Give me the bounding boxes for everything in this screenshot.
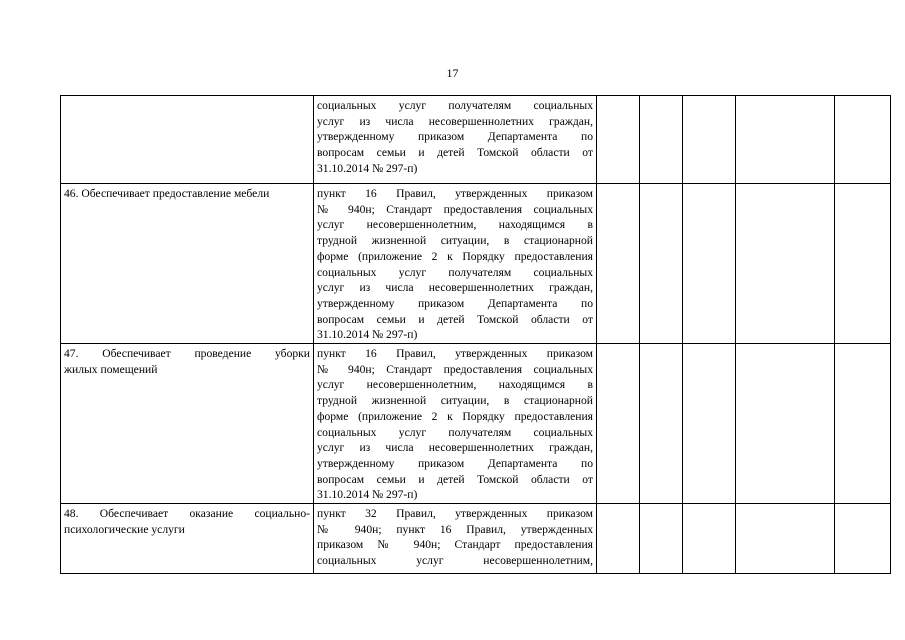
criterion-text-line: психологические услуги <box>64 522 185 536</box>
legal-basis-cell <box>314 96 597 184</box>
empty-cell <box>835 504 891 574</box>
empty-cell <box>683 504 736 574</box>
legal-basis-line: пункт 32 Правил, утвержденных приказом <box>317 507 593 521</box>
legal-basis-line: приказом № 940н; Стандарт предоставления <box>317 538 593 552</box>
empty-cell <box>683 96 736 184</box>
legal-basis-line: пункт 16 Правил, утвержденных приказом <box>317 187 593 200</box>
legal-basis-line: 31.10.2014 № 297-п) <box>317 488 418 502</box>
empty-cell <box>835 96 891 184</box>
criterion-text-line: 46. Обеспечивает предоставление мебели <box>64 187 270 200</box>
legal-basis-line: социальных услуг несовершеннолетним, <box>317 554 593 568</box>
legal-basis-line: утвержденному приказом Департамента по <box>317 296 593 310</box>
empty-cell <box>597 96 640 184</box>
table-row <box>61 96 891 184</box>
legal-basis-line: услуг несовершеннолетним, находящимся в <box>317 218 593 232</box>
empty-cell <box>736 344 835 504</box>
legal-basis-cell <box>314 184 597 344</box>
table-row <box>61 504 891 574</box>
legal-basis-line: 31.10.2014 № 297-п) <box>317 328 418 342</box>
legal-basis-line: услуг из числа несовершеннолетних граждан, <box>317 441 593 455</box>
legal-basis-line: № 940н; пункт 16 Правил, утвержденных <box>317 522 593 536</box>
empty-cell <box>597 504 640 574</box>
legal-basis-line: услуг из числа несовершеннолетних граждан, <box>317 114 593 128</box>
legal-basis-line: форме (приложение 2 к Порядку предоставления <box>317 249 593 263</box>
legal-basis-line: пункт 16 Правил, утвержденных приказом <box>317 347 593 361</box>
legal-basis-line: № 940н; Стандарт предоставления социальных <box>317 362 593 376</box>
legal-basis-line: социальных услуг получателям социальных <box>317 265 593 279</box>
empty-cell <box>736 504 835 574</box>
legal-basis-line: утвержденному приказом Департамента по <box>317 456 593 470</box>
legal-basis-line: социальных услуг получателям социальных <box>317 425 593 439</box>
requirements-table <box>60 95 891 574</box>
criterion-text-line: 47. Обеспечивает проведение уборки <box>64 347 310 361</box>
empty-cell <box>835 184 891 344</box>
criterion-cell <box>61 344 314 504</box>
legal-basis-cell <box>314 504 597 574</box>
empty-cell <box>835 344 891 504</box>
legal-basis-line: вопросам семьи и детей Томской области от <box>317 146 593 160</box>
legal-basis-line: утвержденному приказом Департамента по <box>317 130 593 144</box>
empty-cell <box>640 96 683 184</box>
table-row <box>61 184 891 344</box>
empty-cell <box>736 184 835 344</box>
legal-basis-line: № 940н; Стандарт предоставления социальных <box>317 202 593 216</box>
criterion-cell <box>61 184 314 344</box>
empty-cell <box>683 344 736 504</box>
empty-cell <box>597 344 640 504</box>
legal-basis-line: трудной жизненной ситуации, в стационарной <box>317 394 593 408</box>
legal-basis-line: форме (приложение 2 к Порядку предоставления <box>317 409 593 423</box>
empty-cell <box>640 504 683 574</box>
empty-cell <box>640 344 683 504</box>
empty-cell <box>683 184 736 344</box>
legal-basis-line: услуг несовершеннолетним, находящимся в <box>317 378 593 392</box>
legal-basis-cell <box>314 344 597 504</box>
empty-cell <box>597 184 640 344</box>
legal-basis-line: вопросам семьи и детей Томской области от <box>317 472 593 486</box>
page-number: 17 <box>446 66 459 80</box>
legal-basis-line: социальных услуг получателям социальных <box>317 99 593 112</box>
criterion-cell <box>61 96 314 184</box>
legal-basis-line: вопросам семьи и детей Томской области от <box>317 312 593 326</box>
empty-cell <box>736 96 835 184</box>
legal-basis-line: услуг из числа несовершеннолетних граждан, <box>317 281 593 295</box>
legal-basis-line: 31.10.2014 № 297-п) <box>317 161 418 175</box>
table-row <box>61 344 891 504</box>
criterion-text-line: жилых помещений <box>64 362 158 376</box>
criterion-cell <box>61 504 314 574</box>
empty-cell <box>640 184 683 344</box>
criterion-text-line: 48. Обеспечивает оказание социально- <box>64 507 310 521</box>
legal-basis-line: трудной жизненной ситуации, в стационарной <box>317 234 593 248</box>
